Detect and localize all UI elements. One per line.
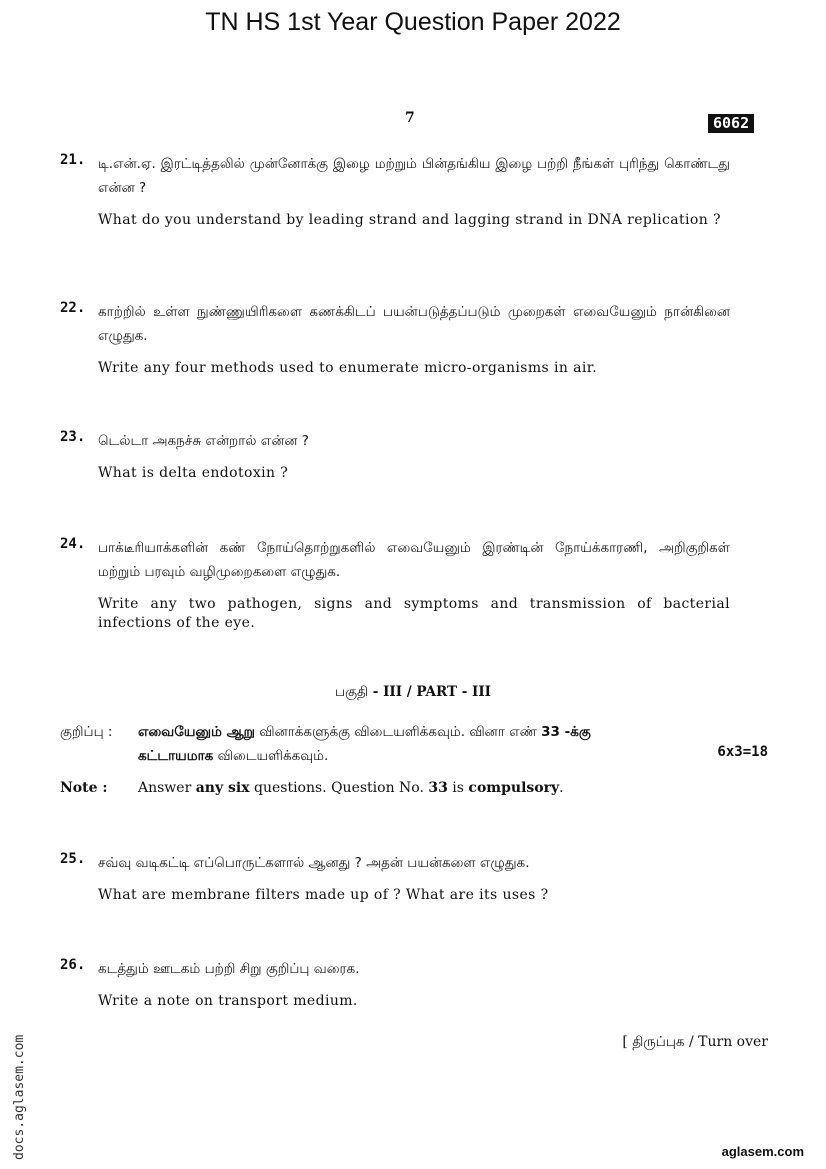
question-23 — [60, 429, 730, 483]
turn-over-english: / Turn over — [684, 1034, 768, 1050]
note-bold-any-six: any six — [195, 780, 250, 796]
question-number: 23. — [60, 429, 86, 445]
note-text-4: . — [559, 780, 564, 796]
instruction-text-1: வினாக்களுக்கு விடையளிக்கவும். வினா எண் — [254, 724, 542, 740]
note-text-1: Answer — [138, 780, 196, 796]
part-heading-tamil: பகுதி — [335, 684, 369, 700]
note-text-2: questions. Question No. — [249, 780, 429, 796]
note-label: Note : — [60, 780, 108, 796]
turn-over-bracket: [ — [622, 1034, 633, 1050]
part-heading — [0, 684, 826, 702]
document-title: TN HS 1st Year Question Paper 2022 — [205, 8, 621, 36]
question-24 — [60, 536, 730, 633]
side-watermark: docs.aglasem.com — [12, 1034, 27, 1160]
marks-allocation: 6x3=18 — [717, 744, 768, 760]
page-number: 7 — [405, 110, 415, 126]
footer-site-name: aglasem.com — [721, 1144, 804, 1159]
question-tamil-text: டி.என்.ஏ. இரட்டித்தலில் முன்னோக்கு இழை மற்றும் பின்தங்கிய இழை பற்றி நீங்கள் புரிந்து கொண்டது என்ன ? — [98, 156, 730, 196]
question-number: 22. — [60, 300, 86, 316]
question-english-text: What do you understand by leading strand and lagging strand in DNA replication ? — [98, 212, 721, 228]
question-tamil-text: கடத்தும் ஊடகம் பற்றி சிறு குறிப்பு வரைக. — [98, 961, 360, 977]
question-english-text: What are membrane filters made up of ? What are its uses ? — [98, 887, 549, 903]
instruction-bold-compulsory: கட்டாயமாக — [138, 748, 214, 764]
question-tamil-text: பாக்டீரியாக்களின் கண் நோய்தொற்றுகளில் எவையேனும் இரண்டின் நோய்க்காரணி, அறிகுறிகள் மற்றும் பரவும் வழிமுறைகளை எழுதுக. — [98, 540, 730, 580]
question-english-text: Write any four methods used to enumerate micro-organisms in air. — [98, 360, 598, 376]
instruction-body — [138, 720, 768, 768]
question-number: 25. — [60, 851, 86, 867]
note-bold-compulsory: compulsory — [468, 780, 560, 796]
question-english-text: Write any two pathogen, signs and symptoms and transmission of bacterial infections of the eye. — [98, 596, 730, 631]
question-tamil-text: காற்றில் உள்ள நுண்ணுயிரிகளை கணக்கிடப் பயன்படுத்தப்படும் முறைகள் எவையேனும் நான்கினை எழுதுக. — [98, 304, 730, 344]
note-bold-33: 33 — [428, 780, 448, 796]
question-22 — [60, 300, 730, 378]
question-english-text: Write a note on transport medium. — [98, 993, 358, 1009]
instruction-text-2: விடையளிக்கவும். — [213, 748, 329, 764]
note-body — [138, 780, 768, 796]
question-26 — [60, 957, 730, 1011]
instruction-tamil — [60, 720, 768, 768]
note-text-3: is — [447, 780, 469, 796]
question-number: 21. — [60, 152, 86, 168]
part-heading-label: - III / PART - III — [368, 684, 491, 700]
instruction-english-note — [60, 780, 768, 796]
question-number: 24. — [60, 536, 86, 552]
question-21 — [60, 152, 730, 230]
paper-code-badge: 6062 — [708, 114, 754, 133]
question-25 — [60, 851, 730, 905]
question-tamil-text: டெல்டா அகநச்சு என்றால் என்ன ? — [98, 433, 309, 449]
instruction-bold-q33: 33 -க்கு — [541, 724, 591, 740]
instruction-bold-any-six: எவையேனும் ஆறு — [138, 724, 255, 740]
question-english-text: What is delta endotoxin ? — [98, 465, 289, 481]
instruction-label: குறிப்பு : — [60, 724, 113, 740]
question-number: 26. — [60, 957, 86, 973]
turn-over-tamil: திருப்புக — [632, 1034, 685, 1050]
turn-over-note — [622, 1034, 768, 1052]
question-tamil-text: சவ்வு வடிகட்டி எப்பொருட்களால் ஆனது ? அதன் பயன்களை எழுதுக. — [98, 855, 530, 871]
